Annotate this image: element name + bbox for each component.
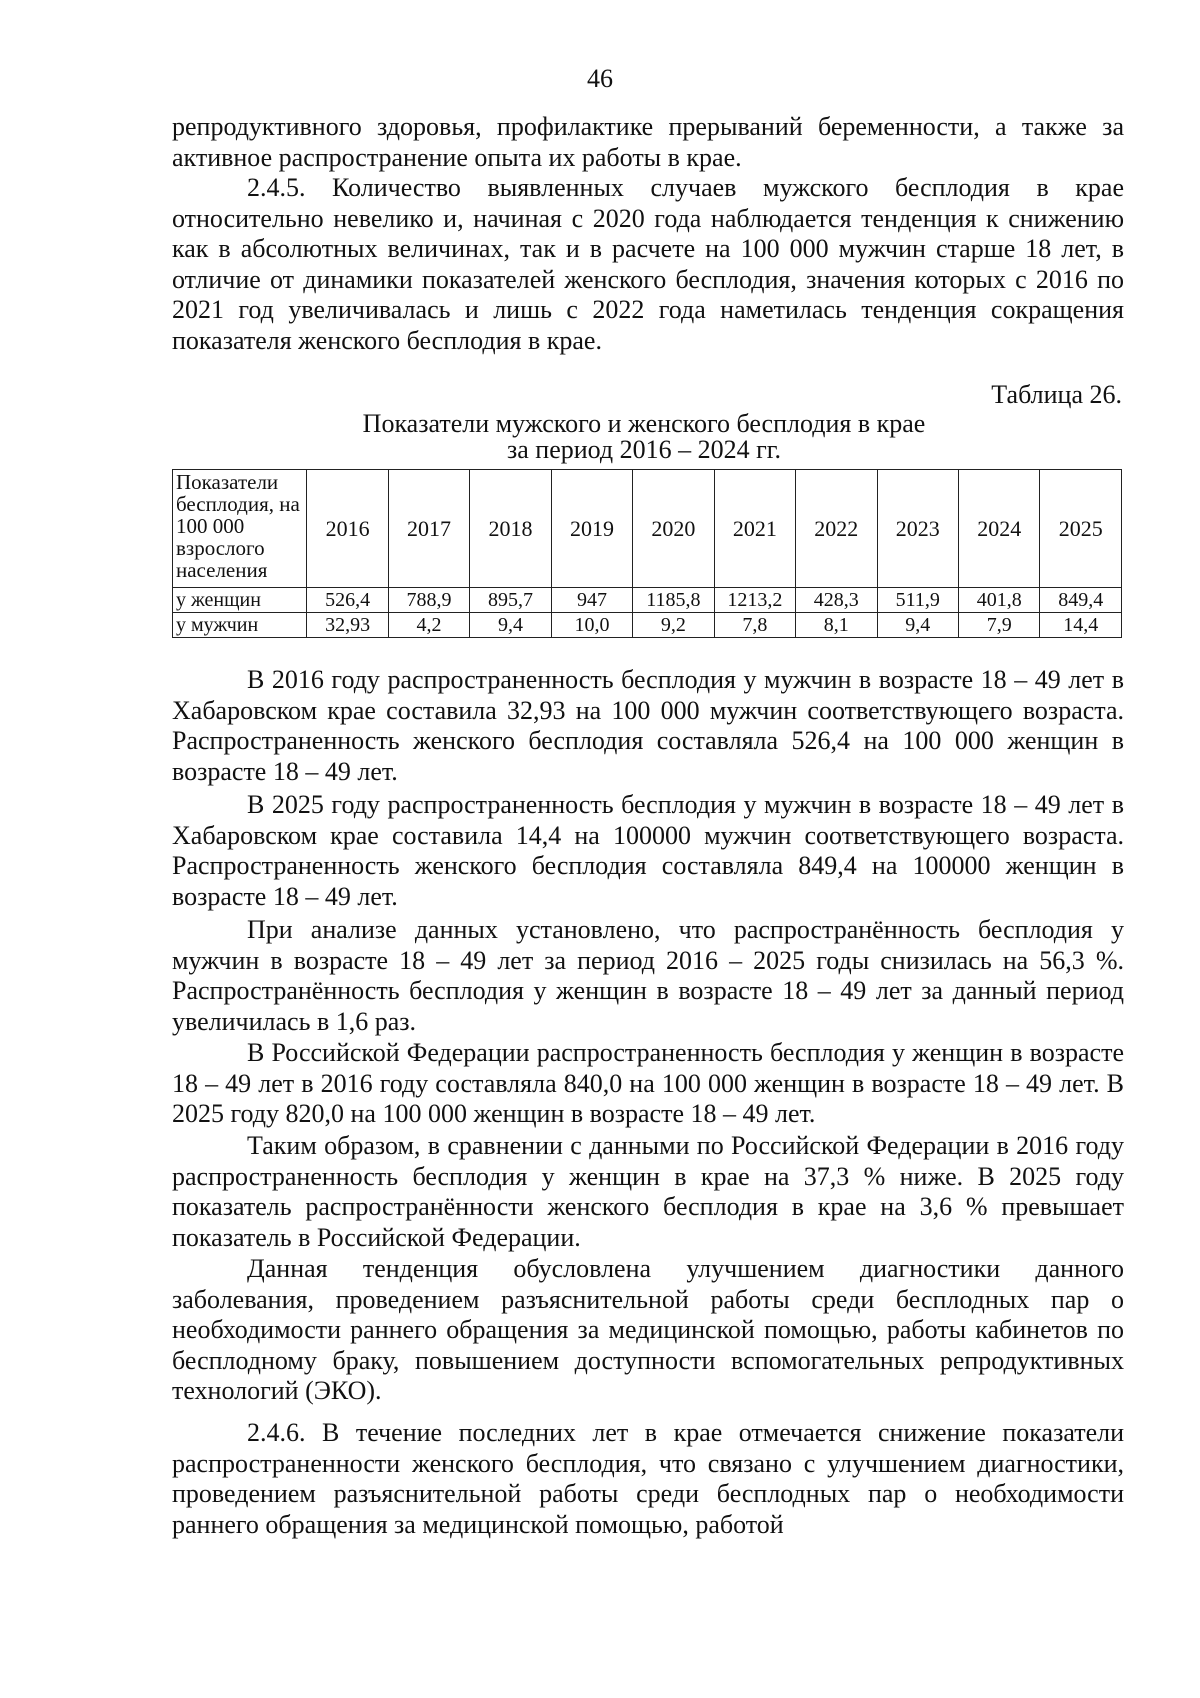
- paragraph-2025: В 2025 году распространенность бесплодия у мужчин в возрасте 18 – 49 лет в Хабаровском крае составила 14,4 на 100000 мужчин соответствующего возраста. Распространенность женского бесплодия составляла 849,4 на 100000 женщин в возрасте 18 – 49 лет.: [172, 790, 1124, 911]
- table-cell: 511,9: [877, 588, 958, 613]
- table-row-label: у мужчин: [173, 613, 307, 638]
- table-cell: 10,0: [551, 613, 632, 638]
- table-row-label: у женщин: [173, 588, 307, 613]
- paragraph-comparison: Таким образом, в сравнении с данными по Российской Федерации в 2016 году распространенность бесплодия у женщин в крае на 37,3 % ниже. В 2025 году показатель распространённости женского бесплодия в крае на 3,6 % превышает показатель в Российской Федерации.: [172, 1131, 1124, 1252]
- paragraph-trend: Данная тенденция обусловлена улучшением диагностики данного заболевания, проведением разъяснительной работы среди бесплодных пар о необходимости раннего обращения за медицинской помощью, работы кабинетов по бесплодному браку, повышением доступности вспомогательных репродуктивных технологий (ЭКО).: [172, 1254, 1124, 1405]
- table-cell: 32,93: [307, 613, 388, 638]
- table-cell: 9,4: [877, 613, 958, 638]
- table-year-cell: 2017: [388, 470, 469, 588]
- table-cell: 895,7: [470, 588, 551, 613]
- table-cell: 14,4: [1040, 613, 1122, 638]
- page-number: 46: [587, 64, 613, 93]
- table-row-men: [173, 613, 1122, 638]
- table-header-row: [173, 470, 1122, 588]
- table-year-cell: 2018: [470, 470, 551, 588]
- infertility-table: [172, 469, 1122, 638]
- table-header-label: Показатели бесплодия, на 100 000 взрослого населения: [173, 470, 307, 588]
- table-title-line-2: за период 2016 – 2024 гг.: [506, 435, 782, 464]
- table-cell: 7,9: [958, 613, 1039, 638]
- section-2-4-5-paragraph: 2.4.5. Количество выявленных случаев мужского бесплодия в крае относительно невелико и, начиная с 2020 года наблюдается тенденция к снижению как в абсолютных величинах, так и в расчете на 100 000 мужчин старше 18 лет, в отличие от динамики показателей женского бесплодия, значения которых с 2016 по 2021 год увеличивалась и лишь с 2022 года наметилась тенденция сокращения показателя женского бесплодия в крае.: [172, 173, 1124, 355]
- table-cell: 849,4: [1040, 588, 1122, 613]
- table-row-women: [173, 588, 1122, 613]
- table-cell: 401,8: [958, 588, 1039, 613]
- table-cell: 788,9: [388, 588, 469, 613]
- paragraph-russian-federation: В Российской Федерации распространенность бесплодия у женщин в возрасте 18 – 49 лет в 2016 году составляла 840,0 на 100 000 женщин в возрасте 18 – 49 лет. В 2025 году 820,0 на 100 000 женщин в возрасте 18 – 49 лет.: [172, 1038, 1124, 1128]
- table-cell: 526,4: [307, 588, 388, 613]
- table-cell: 9,4: [470, 613, 551, 638]
- table-year-cell: 2021: [714, 470, 795, 588]
- intro-paragraph: репродуктивного здоровья, профилактике прерываний беременности, а также за активное распространение опыта их работы в крае.: [172, 112, 1124, 172]
- table-year-cell: 2023: [877, 470, 958, 588]
- table-title: [172, 411, 1116, 463]
- table-year-cell: 2016: [307, 470, 388, 588]
- table-title-line-1: Показатели мужского и женского бесплодия в крае: [362, 409, 926, 438]
- paragraph-analysis: При анализе данных установлено, что распространённость бесплодия у мужчин в возрасте 18 – 49 лет за период 2016 – 2025 годы снизилась на 56,3 %. Распространённость бесплодия у женщин в возрасте 18 – 49 лет за данный период увеличилась в 1,6 раз.: [172, 915, 1124, 1036]
- table-cell: 428,3: [796, 588, 877, 613]
- paragraph-2016: В 2016 году распространенность бесплодия у мужчин в возрасте 18 – 49 лет в Хабаровском крае составила 32,93 на 100 000 мужчин соответствующего возраста. Распространенность женского бесплодия составляла 526,4 на 100 000 женщин в возрасте 18 – 49 лет.: [172, 665, 1124, 786]
- table-cell: 8,1: [796, 613, 877, 638]
- table-year-cell: 2025: [1040, 470, 1122, 588]
- table-cell: 7,8: [714, 613, 795, 638]
- table-year-cell: 2019: [551, 470, 632, 588]
- table-cell: 947: [551, 588, 632, 613]
- section-2-4-6-paragraph: 2.4.6. В течение последних лет в крае отмечается снижение показатели распространенности женского бесплодия, что связано с улучшением диагностики, проведением разъяснительной работы среди бесплодных пар о необходимости раннего обращения за медицинской помощью, работой: [172, 1418, 1124, 1539]
- table-year-cell: 2020: [633, 470, 714, 588]
- table-cell: 4,2: [388, 613, 469, 638]
- table-cell: 9,2: [633, 613, 714, 638]
- table-year-cell: 2022: [796, 470, 877, 588]
- table-cell: 1185,8: [633, 588, 714, 613]
- table-year-cell: 2024: [958, 470, 1039, 588]
- table-cell: 1213,2: [714, 588, 795, 613]
- table-label: Таблица 26.: [991, 380, 1122, 409]
